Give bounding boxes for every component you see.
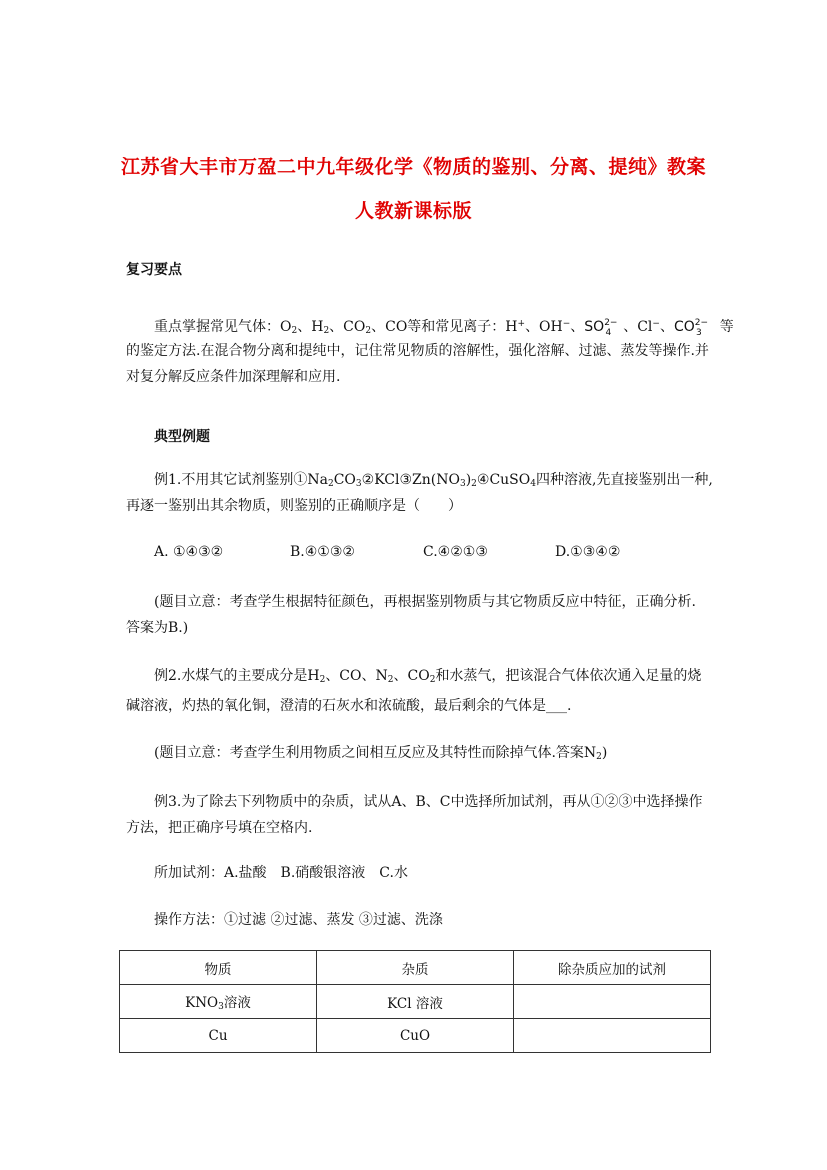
ex2-text-c: 、CO — [393, 668, 430, 684]
ex2-note-a: (题目立意：考查学生利用物质之间相互反应及其特性而除掉气体.答案N — [154, 745, 597, 761]
ex1-text-e: ④CuSO — [476, 472, 531, 488]
header-substance: 物质 — [120, 951, 317, 985]
text-sep: 、 — [659, 319, 674, 335]
cell-reagent-answer[interactable] — [514, 1019, 711, 1053]
sub-3: 3 — [459, 479, 466, 489]
substance-b: 溶液 — [223, 995, 251, 1011]
ion-so-sup: 2− — [604, 318, 618, 328]
ion-so-sub: 4 — [605, 328, 612, 338]
text-deng: 等 — [719, 319, 734, 335]
sub-2: 2 — [471, 479, 477, 489]
substance-a: KNO — [185, 995, 219, 1011]
document-title-line2: 人教新课标版 — [354, 200, 472, 222]
examples-heading: 典型例题 — [154, 429, 210, 445]
example1-line1 — [154, 470, 713, 494]
sub-2: 2 — [319, 675, 326, 685]
sub-2: 2 — [327, 479, 334, 489]
ion-co-main: CO — [673, 319, 695, 335]
sup-minus: − — [562, 319, 571, 329]
document-title-line1: 江苏省大丰市万盈二中九年级化学《物质的鉴别、分离、提纯》教案 — [120, 156, 706, 178]
sup-minus: − — [652, 319, 660, 329]
table-row — [120, 985, 711, 1019]
example2-paragraph — [126, 663, 706, 719]
carbonate-ion — [673, 318, 714, 338]
sub-2: 2 — [291, 326, 298, 336]
choice-a: A. ①④③② — [154, 544, 224, 560]
ex2-text-a: 例2.水煤气的主要成分是H — [154, 668, 320, 684]
text-gases-o: 重点掌握常见气体：O — [154, 319, 292, 335]
sub-2: 2 — [365, 326, 372, 336]
review-paragraph-rest: 的鉴定方法.在混合物分离和提纯中，记住常见物质的溶解性，强化溶解、过滤、蒸发等操作.并对复分解反应条件加深理解和应用. — [126, 343, 709, 385]
header-reagent: 除杂质应加的试剂 — [514, 951, 711, 985]
text-gases-h: 、H — [297, 319, 324, 335]
cell-impurity: KCl 溶液 — [317, 985, 514, 1019]
ex1-text-f: 四种溶液,先直接鉴别出一种, — [535, 472, 713, 488]
text-ions-cl: 、Cl — [623, 319, 653, 335]
cell-substance — [120, 985, 317, 1019]
sup-plus: + — [517, 319, 526, 329]
example1-note: (题目立意：考查学生根据特征颜色，再根据鉴别物质与其它物质反应中特征，正确分析.答案为B.) — [126, 594, 696, 636]
ion-co-sup: 2− — [694, 318, 709, 328]
text-ions-h: 、CO等和常见离子：H — [371, 319, 518, 335]
sub-4: 4 — [530, 479, 536, 489]
review-paragraph-line1 — [154, 314, 734, 341]
sub-2: 2 — [429, 675, 436, 685]
sub-2: 2 — [323, 326, 330, 336]
choice-d: D.①③④② — [555, 544, 621, 560]
substance-sub: 3 — [218, 1002, 224, 1012]
ex2-text-b: 、CO、N — [325, 668, 388, 684]
ex2-text-d: 和水蒸气，把该混合气体依次通入足量的烧碱溶液，灼热的氧化铜，澄清的石灰水和浓硫酸，最后剩余的气体是___. — [126, 668, 702, 714]
header-impurity: 杂质 — [317, 951, 514, 985]
ex1-text-a: 例1.不用其它试剂鉴别①Na — [154, 472, 328, 488]
cell-impurity: CuO — [317, 1019, 514, 1053]
sub-3: 3 — [355, 479, 362, 489]
ex1-text-b: CO — [333, 472, 356, 488]
impurity-table — [119, 950, 711, 1053]
ex2-note-b: ) — [601, 745, 608, 761]
choice-c: C.④②①③ — [423, 544, 488, 560]
example3-paragraph: 例3.为了除去下列物质中的杂质，试从A、B、C中选择所加试剂，再从①②③中选择操作方法，把正确序号填在空格内. — [126, 794, 703, 836]
example1-line2: 再逐一鉴别出其余物质，则鉴别的正确顺序是（ ） — [126, 498, 462, 514]
review-heading: 复习要点 — [126, 262, 182, 278]
ex1-text-c: ②KCl③Zn(NO — [361, 472, 460, 488]
sub-2: 2 — [387, 675, 394, 685]
cell-substance: Cu — [120, 1019, 317, 1053]
example2-note — [154, 743, 607, 767]
ion-co-sub: 3 — [696, 328, 702, 338]
text-sep: 、 — [570, 319, 585, 335]
table-header-row — [120, 951, 711, 985]
cell-reagent-answer[interactable] — [514, 985, 711, 1019]
ex1-text-d: ) — [465, 472, 472, 488]
sub-2: 2 — [596, 752, 602, 762]
text-ions-oh: 、OH — [525, 319, 563, 335]
table-row — [120, 1019, 711, 1053]
text-gases-co2: 、CO — [329, 319, 366, 335]
ion-so-main: SO — [584, 319, 605, 335]
sulfate-ion — [584, 318, 623, 338]
reagents-line: 所加试剂：A.盐酸 B.硝酸银溶液 C.水 — [154, 865, 408, 881]
choice-b: B.④①③② — [290, 544, 355, 560]
methods-line: 操作方法：①过滤 ②过滤、蒸发 ③过滤、洗涤 — [154, 912, 443, 928]
